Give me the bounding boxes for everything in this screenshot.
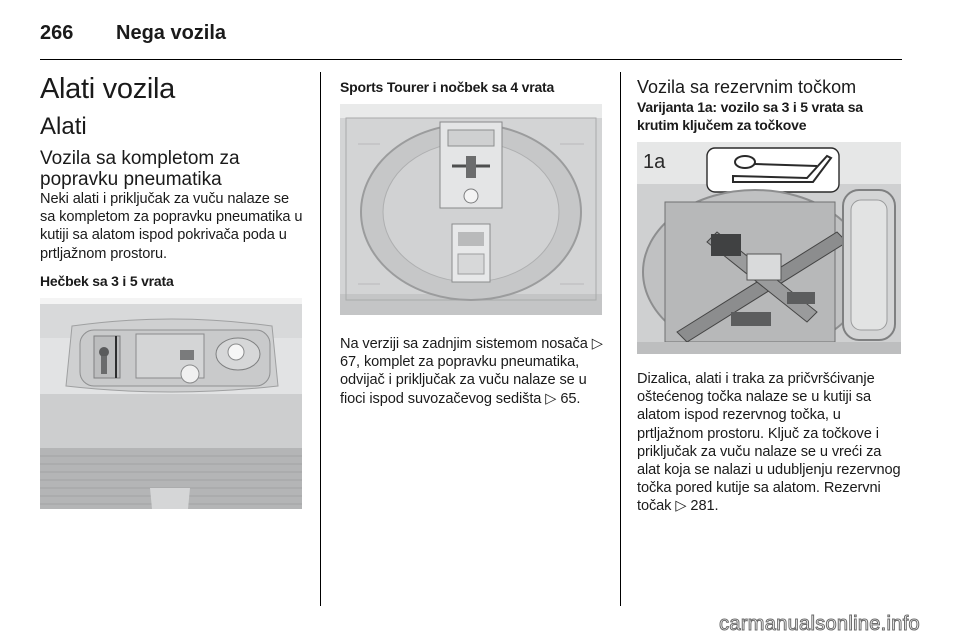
page-reference-arrow-icon[interactable]: ▷ <box>591 336 603 352</box>
page-reference-arrow-icon[interactable]: ▷ <box>545 390 557 407</box>
page-reference-link[interactable]: 281. <box>686 498 719 515</box>
page-number: 266 <box>40 21 74 44</box>
column-1 <box>40 70 304 509</box>
header-rule <box>40 59 902 60</box>
page-header <box>40 18 226 48</box>
body-text-segment: , komplet za popravku pneumatika, odvijač i priključak za vuču nalaze se u fioci ispod suvozačevog sedišta <box>340 354 587 407</box>
toolbox-hatchback-photo <box>40 298 302 509</box>
column-divider <box>620 72 621 606</box>
main-heading: Alati vozila <box>40 73 176 105</box>
topic-heading: Vozila sa rezervnim točkom <box>637 77 857 97</box>
spare-wheel-toolbox-photo <box>637 142 901 354</box>
body-paragraph: Neki alati i priključak za vuču nalaze se sa kompletom za popravku pneumatika u kutiji sa alatom ispod pokrivača poda u prtljažnom prostoru. <box>40 191 303 262</box>
figure-caption: Hečbek sa 3 i 5 vrata <box>40 272 174 289</box>
column-2 <box>340 78 604 408</box>
body-paragraph <box>340 335 604 408</box>
topic-heading: Vozila sa kompletom za popravku pneumatika <box>40 148 240 190</box>
body-text-segment: Dizalica, alati i traka za pričvršćivanje oštećenog točka nalaze se u kutiji sa alatom ispod rezervnog točka, u prtljažnom prostoru. Ključ za točkove i priključak za vuču nalaze se u vreći za alat koja se nalazi u udubljenju rezervnog točka pored kutije sa alatom. Rezervni točak <box>637 371 901 515</box>
column-3 <box>637 76 903 516</box>
sub-heading: Alati <box>40 113 87 140</box>
page-reference-arrow-icon[interactable]: ▷ <box>675 498 687 515</box>
page-reference-link[interactable]: 67 <box>340 354 357 371</box>
column-divider <box>320 72 321 606</box>
section-title: Nega vozila <box>116 21 227 44</box>
page-reference-link[interactable]: 65. <box>556 390 581 407</box>
variant-caption: Varijanta 1a: vozilo sa 3 i 5 vrata sa krutim ključem za točkove <box>637 99 863 133</box>
body-text-segment: Na verziji sa zadnjim sistemom nosača <box>340 336 592 352</box>
toolbox-sports-tourer-photo <box>340 104 602 315</box>
body-paragraph <box>637 370 903 516</box>
figure-caption: Sports Tourer i nočbek sa 4 vrata <box>340 79 555 95</box>
figure-label: 1a <box>643 151 666 173</box>
watermark: carmanualsonline.info <box>719 613 920 635</box>
